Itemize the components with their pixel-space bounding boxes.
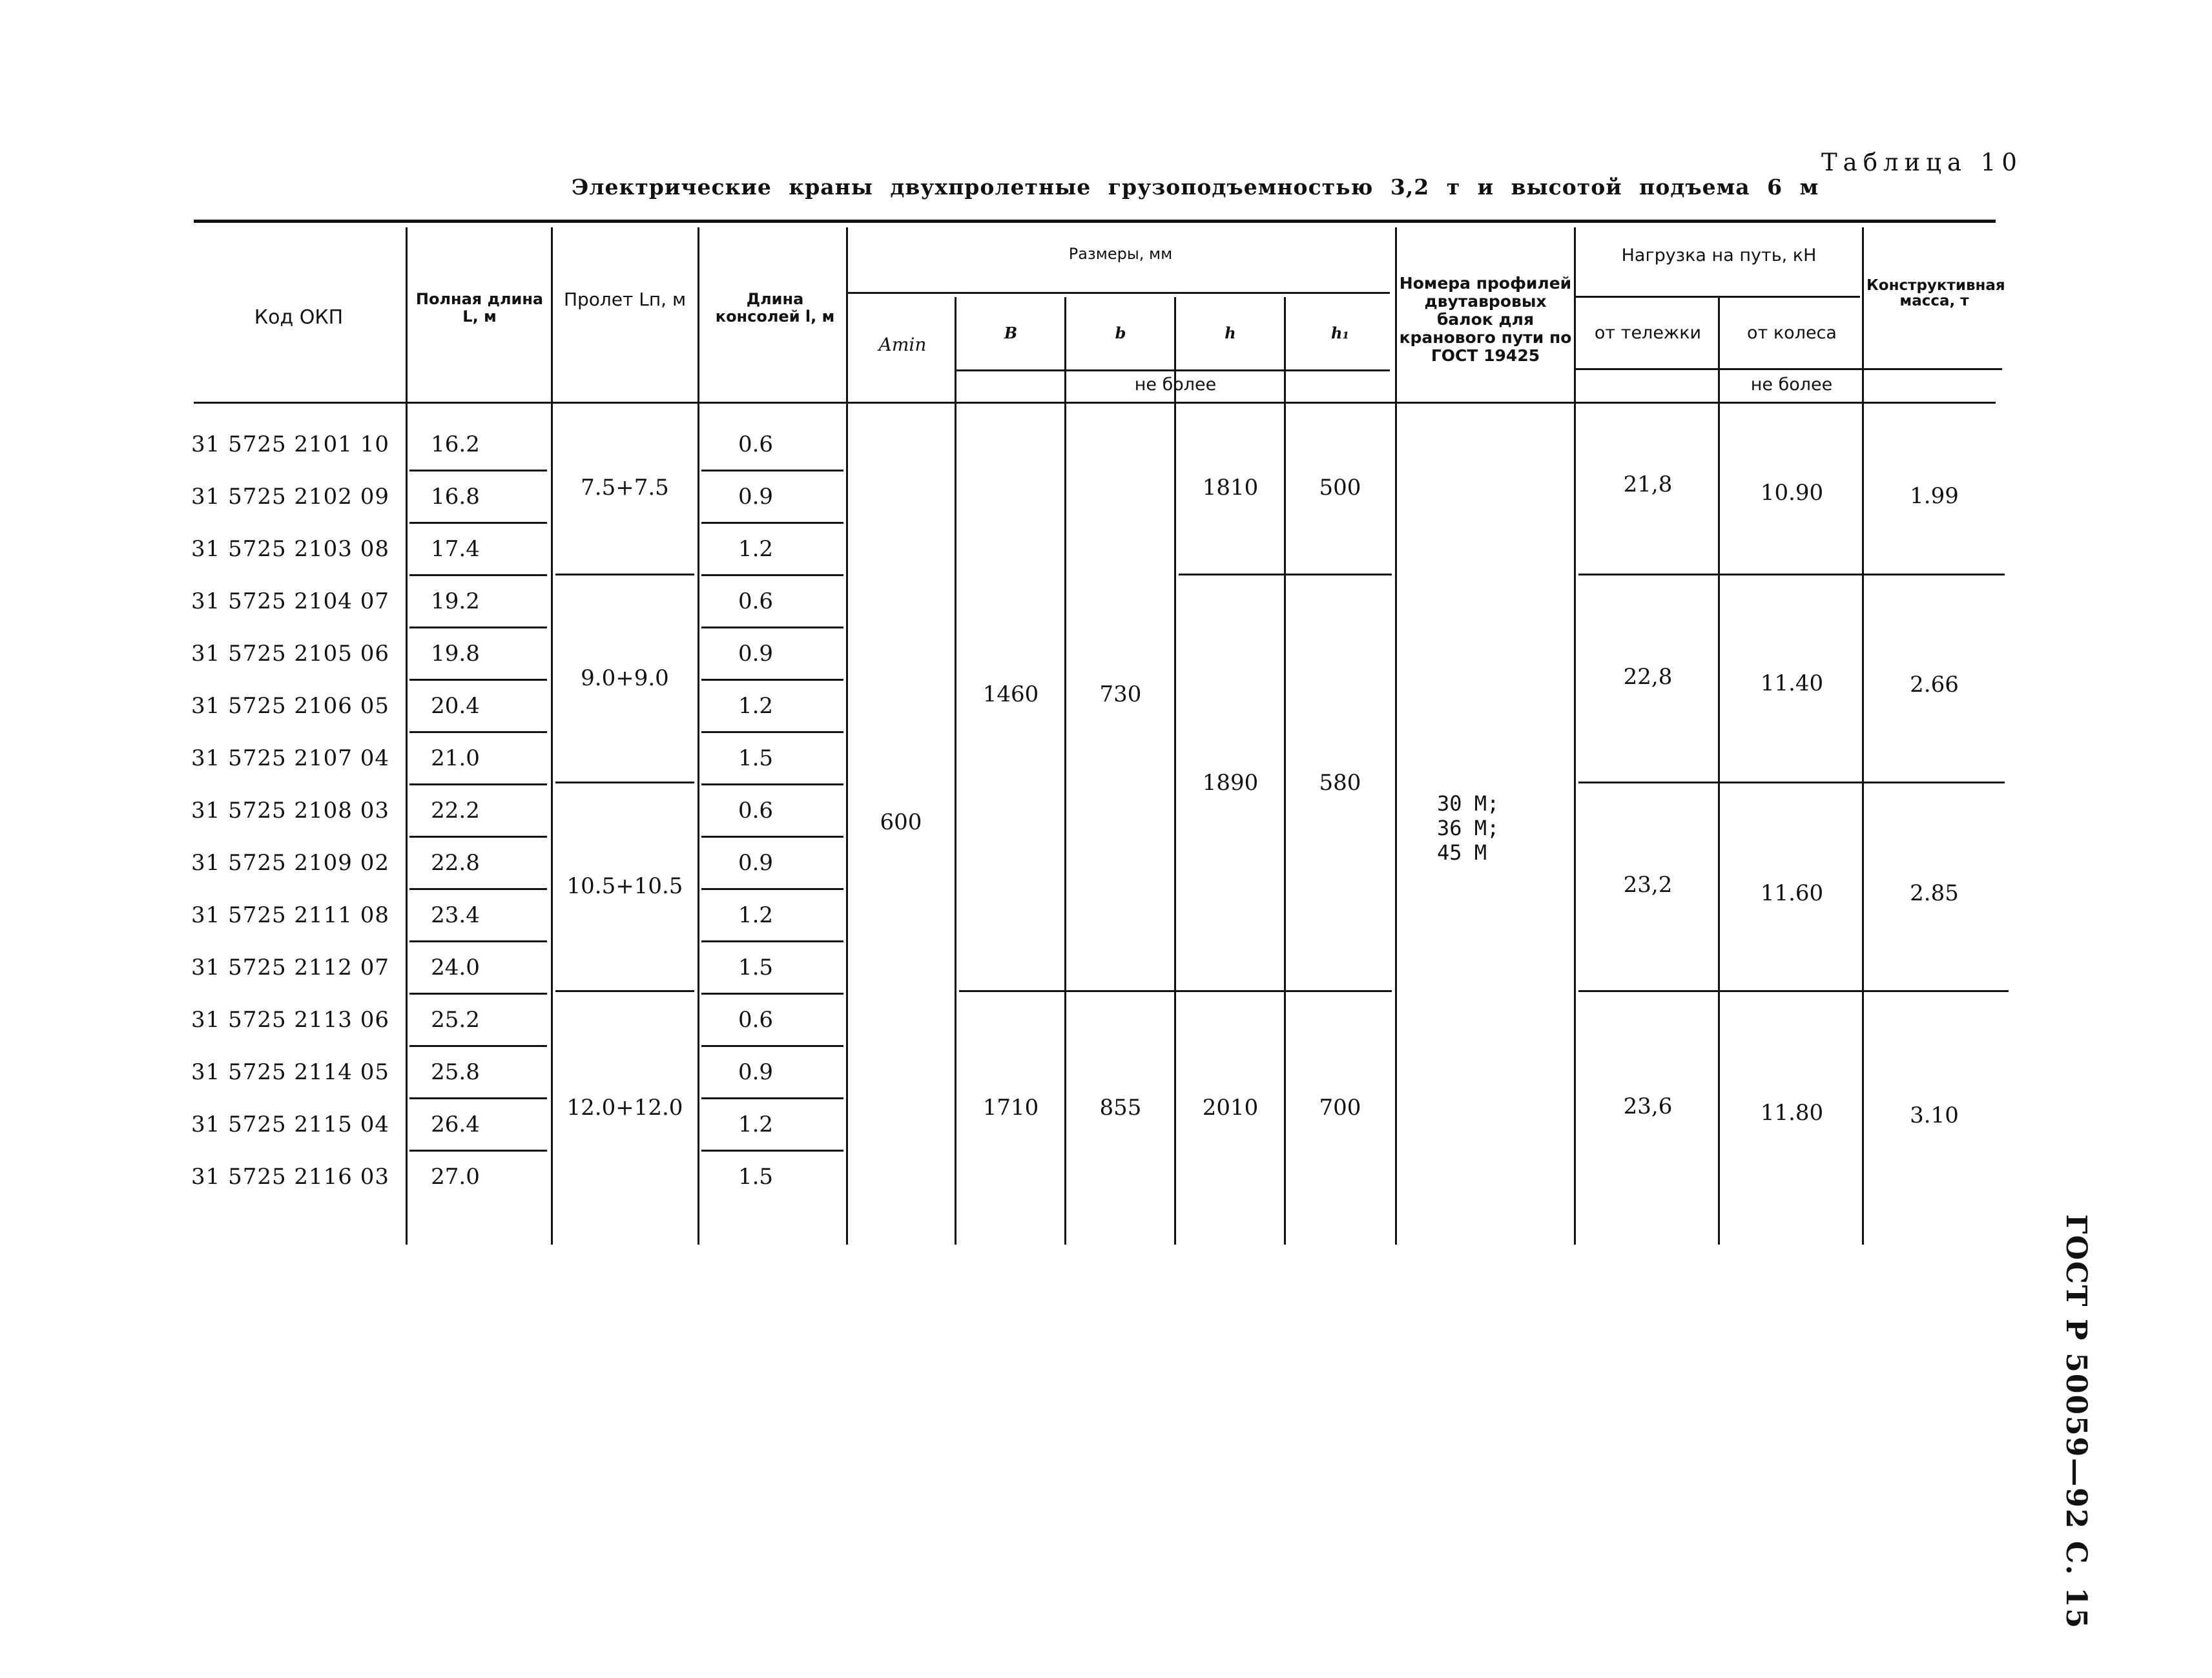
row-separator: [409, 940, 547, 942]
span-cell: 7.5+7.5: [581, 475, 669, 501]
header-b: b: [1115, 324, 1126, 342]
row-separator: [701, 1097, 843, 1099]
row-console-length: 0.6: [738, 798, 774, 823]
row-console-length: 1.2: [738, 902, 774, 928]
h1-cell: 700: [1319, 1095, 1361, 1121]
mass-cell: 3.10: [1910, 1103, 1959, 1128]
row-full-length: 26.4: [431, 1112, 480, 1137]
row-console-length: 0.6: [738, 1007, 774, 1033]
h-sep-1: [1179, 574, 1392, 575]
row-console-length: 0.9: [738, 641, 774, 667]
header-span: Пролет Lп, м: [563, 289, 687, 310]
row-separator: [409, 888, 547, 890]
load-sep-3: [1578, 990, 2009, 992]
b-cell: 855: [1099, 1095, 1142, 1121]
row-code: 31 5725 2101 10: [191, 431, 390, 457]
row-separator: [409, 1097, 547, 1099]
row-code: 31 5725 2111 08: [191, 902, 390, 928]
header-load-wheel: от колеса: [1747, 323, 1837, 343]
row-separator: [701, 470, 843, 471]
row-console-length: 1.5: [738, 745, 774, 771]
header-not-more-load: не более: [1750, 375, 1833, 395]
row-separator: [701, 574, 843, 576]
header-profiles: Номера профилей двутавровых балок для кранового пути по ГОСТ 19425: [1399, 274, 1572, 365]
header-load: Нагрузка на путь, кН: [1621, 245, 1817, 265]
row-console-length: 1.2: [738, 1112, 774, 1137]
row-separator: [701, 993, 843, 995]
row-console-length: 0.6: [738, 431, 774, 457]
row-separator: [701, 1045, 843, 1047]
row-separator: [409, 731, 547, 733]
header-mass: Конструктивная масса, т: [1866, 277, 2005, 309]
row-full-length: 27.0: [431, 1164, 480, 1190]
mass-cell: 2.85: [1910, 880, 1959, 906]
row-full-length: 22.2: [431, 798, 480, 823]
row-full-length: 25.2: [431, 1007, 480, 1033]
row-separator: [409, 679, 547, 681]
row-code: 31 5725 2113 06: [191, 1007, 390, 1033]
row-console-length: 1.5: [738, 1164, 774, 1190]
span-cell: 12.0+12.0: [566, 1095, 683, 1121]
col-divider-1: [406, 227, 408, 1245]
load-wheel-cell: 11.60: [1760, 880, 1824, 906]
row-console-length: 0.9: [738, 850, 774, 876]
load-sep-1: [1578, 574, 2005, 575]
row-full-length: 21.0: [431, 745, 480, 771]
row-full-length: 17.4: [431, 536, 480, 562]
row-full-length: 23.4: [431, 902, 480, 928]
row-full-length: 22.8: [431, 850, 480, 876]
load-trolley-cell: 22,8: [1623, 664, 1673, 690]
gost-page-label: ГОСТ Р 50059—92 С. 15: [2060, 1214, 2093, 1630]
row-code: 31 5725 2106 05: [191, 693, 390, 719]
load-wheel-cell: 11.80: [1760, 1100, 1824, 1126]
col-divider-8: [1284, 297, 1286, 1245]
row-full-length: 19.8: [431, 641, 480, 667]
span-sep-1: [555, 574, 694, 575]
load-wheel-cell: 10.90: [1760, 480, 1824, 506]
row-separator: [409, 470, 547, 471]
col-divider-4: [846, 227, 848, 1245]
col-divider-3: [698, 227, 699, 1245]
row-console-length: 0.6: [738, 588, 774, 614]
header-h: h: [1225, 324, 1236, 342]
B-cell: 1710: [982, 1095, 1039, 1121]
h-cell: 2010: [1202, 1095, 1259, 1121]
row-code: 31 5725 2104 07: [191, 588, 390, 614]
load-trolley-cell: 23,2: [1623, 872, 1673, 898]
row-separator: [701, 1150, 843, 1152]
row-separator: [409, 522, 547, 524]
header-amin: Amin: [878, 334, 927, 355]
row-separator: [409, 783, 547, 785]
row-code: 31 5725 2107 04: [191, 745, 390, 771]
row-separator: [409, 993, 547, 995]
col-divider-9: [1395, 227, 1397, 1245]
row-code: 31 5725 2112 07: [191, 955, 390, 980]
row-separator: [701, 679, 843, 681]
span-sep-2: [555, 782, 694, 783]
profiles-cell: 30 М; 36 М; 45 М: [1437, 791, 1500, 865]
header-load-trolley: от тележки: [1594, 323, 1702, 343]
row-separator: [409, 574, 547, 576]
row-separator: [409, 836, 547, 838]
col-divider-10: [1574, 227, 1576, 1245]
row-code: 31 5725 2102 09: [191, 484, 390, 510]
h-cell: 1890: [1202, 770, 1259, 796]
row-separator: [701, 522, 843, 524]
sizes-subrule: [847, 292, 1390, 294]
row-separator: [701, 836, 843, 838]
row-separator: [409, 627, 547, 628]
row-separator: [701, 940, 843, 942]
b-cell: 730: [1099, 681, 1142, 707]
header-code: Код ОКП: [254, 306, 344, 329]
row-console-length: 1.2: [738, 693, 774, 719]
header-full-length: Полная длина L, м: [415, 290, 544, 326]
B-h-sep-2: [959, 990, 1392, 992]
table-top-rule: [194, 220, 1996, 223]
row-code: 31 5725 2103 08: [191, 536, 390, 562]
row-code: 31 5725 2115 04: [191, 1112, 390, 1137]
B-cell: 1460: [982, 681, 1039, 707]
amin-cell: 600: [880, 809, 922, 835]
load-trolley-cell: 21,8: [1623, 471, 1673, 497]
row-code: 31 5725 2108 03: [191, 798, 390, 823]
row-separator: [701, 783, 843, 785]
header-B: B: [1004, 324, 1018, 342]
load-sep-2: [1578, 782, 2005, 783]
row-console-length: 0.9: [738, 1059, 774, 1085]
span-cell: 10.5+10.5: [566, 873, 683, 899]
row-code: 31 5725 2114 05: [191, 1059, 390, 1085]
row-console-length: 0.9: [738, 484, 774, 510]
header-h1: h₁: [1331, 324, 1349, 342]
h1-cell: 580: [1319, 770, 1361, 796]
header-sizes: Размеры, мм: [1068, 245, 1173, 263]
mass-cell: 2.66: [1910, 672, 1959, 698]
row-full-length: 19.2: [431, 588, 480, 614]
row-separator: [701, 627, 843, 628]
row-separator: [701, 888, 843, 890]
row-full-length: 24.0: [431, 955, 480, 980]
row-code: 31 5725 2105 06: [191, 641, 390, 667]
row-separator: [701, 731, 843, 733]
col-divider-5: [955, 297, 956, 1245]
table-number: Таблица 10: [1821, 149, 2023, 176]
row-console-length: 1.5: [738, 955, 774, 980]
row-full-length: 20.4: [431, 693, 480, 719]
document-footer-code: [2054, 1214, 2099, 1630]
span-cell: 9.0+9.0: [581, 665, 669, 691]
h-cell: 1810: [1202, 475, 1259, 501]
h1-cell: 500: [1319, 475, 1361, 501]
span-sep-3: [555, 990, 694, 992]
col-divider-2: [551, 227, 553, 1245]
load-wheel-cell: 11.40: [1760, 670, 1824, 696]
row-console-length: 1.2: [738, 536, 774, 562]
load-notmore-rule: [1576, 368, 2002, 370]
row-separator: [409, 1150, 547, 1152]
row-separator: [409, 1045, 547, 1047]
row-full-length: 16.8: [431, 484, 480, 510]
row-full-length: 16.2: [431, 431, 480, 457]
col-divider-7: [1174, 297, 1176, 1245]
header-not-more-sizes: не более: [1134, 375, 1217, 395]
header-bottom-rule: [194, 402, 1996, 404]
col-divider-11: [1718, 297, 1720, 1245]
mass-cell: 1.99: [1910, 483, 1959, 509]
sizes-notmore-rule: [956, 369, 1390, 371]
row-code: 31 5725 2109 02: [191, 850, 390, 876]
table-title: Электрические краны двухпролетные грузоподъемностью 3,2 т и высотой подъема 6 м: [572, 174, 1819, 200]
col-divider-6: [1064, 297, 1066, 1245]
header-console: Длина консолей l, м: [715, 290, 835, 326]
row-full-length: 25.8: [431, 1059, 480, 1085]
row-code: 31 5725 2116 03: [191, 1164, 390, 1190]
load-trolley-cell: 23,6: [1623, 1093, 1673, 1119]
